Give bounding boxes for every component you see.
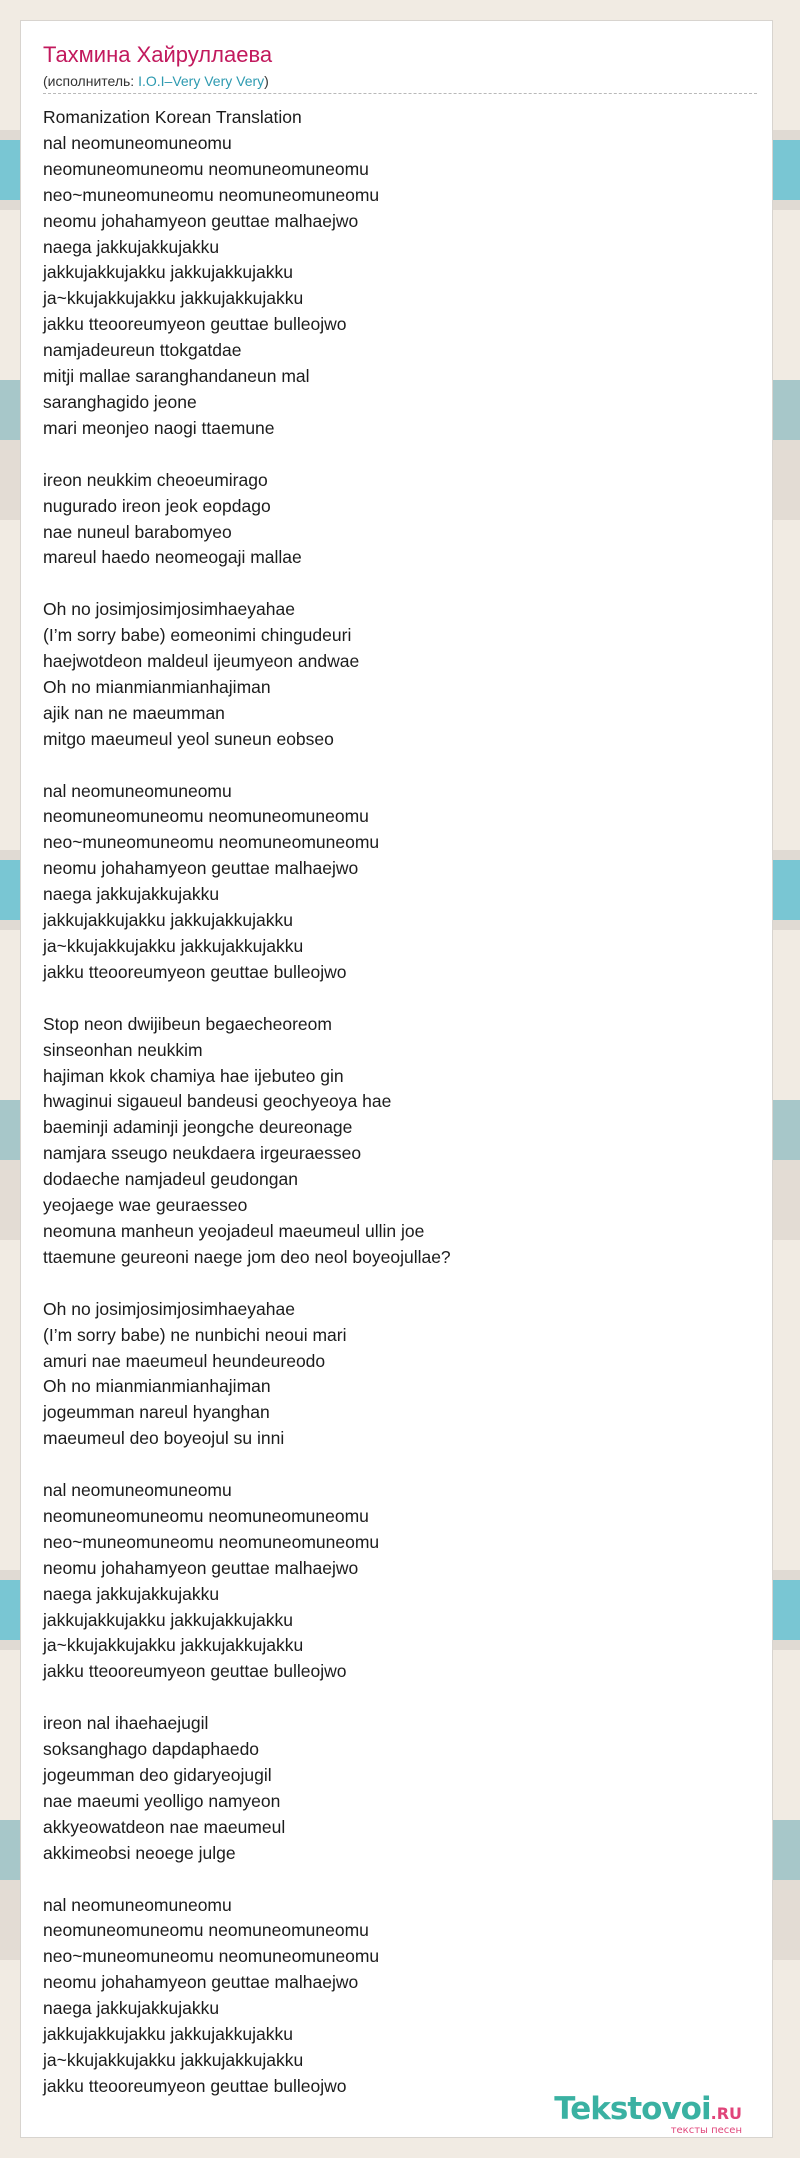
artist-line (43, 72, 269, 90)
lyrics-card (20, 20, 773, 2138)
artist-link[interactable]: I.O.I–Very Very Very (138, 73, 265, 89)
site-logo[interactable] (554, 2091, 742, 2136)
header-divider (43, 93, 757, 94)
artist-suffix: ) (264, 73, 269, 89)
artist-prefix: (исполнитель: (43, 73, 139, 89)
logo-tld: .RU (710, 2104, 742, 2123)
logo-subtitle: тексты песен (670, 2125, 742, 2136)
logo-wordmark: Tekstovoi (554, 2091, 711, 2127)
page-title: Тахмина Хайруллаева (43, 42, 273, 67)
lyrics-text: Romanization Korean Translation nal neomuneomuneomu neomuneomuneomu neomuneomuneomu neo~muneomuneomu neomuneomuneomu neomu johahamyeon geuttae malhaejwo naega jakkujakkujakku jakkujakkujakku jakkujakkujakku ja~kkujakkujakku jakkujakkujakku jakku tteooreumyeon geuttae bulleojwo namjadeureun ttokgatdae mitji mallae saranghandaneun mal saranghagido jeone mari meonjeo naogi ttaemune ireon neukkim cheoeumirago nugurado ireon jeok eopdago nae nuneul barabomyeo mareul haedo neomeogaji mallae Oh no josimjosimjosimhaeyahae (I’m sorry babe) eomeonimi chingudeuri haejwotdeon maldeul ijeumyeon andwae Oh no mianmianmianhajiman ajik nan ne maeumman mitgo maeumeul yeol suneun eobseo nal neomuneomuneomu neomuneomuneomu neomuneomuneomu neo~muneomuneomu neomuneomuneomu neomu johahamyeon geuttae malhaejwo naega jakkujakkujakku jakkujakkujakku jakkujakkujakku ja~kkujakkujakku jakkujakkujakku jakku tteooreumyeon geuttae bulleojwo Stop neon dwijibeun begaecheoreom sinseonhan neukkim hajiman kkok chamiya hae ijebuteo gin hwaginui sigaueul bandeusi geochyeoya hae baeminji adaminji jeongche deureonage namjara sseugo neukdaera irgeuraesseo dodaeche namjadeul geudongan yeojaege wae geuraesseo neomuna manheun yeojadeul maeumeul ullin joe ttaemune geureoni naege jom deo neol boyeojullae? Oh no josimjosimjosimhaeyahae (I’m sorry babe) ne nunbichi neoui mari amuri nae maeumeul heundeureodo Oh no mianmianmianhajiman jogeumman nareul hyanghan maeumeul deo boyeojul su inni nal neomuneomuneomu neomuneomuneomu neomuneomuneomu neo~muneomuneomu neomuneomuneomu neomu johahamyeon geuttae malhaejwo naega jakkujakkujakku jakkujakkujakku jakkujakkujakku ja~kkujakkujakku jakkujakkujakku jakku tteooreumyeon geuttae bulleojwo ireon nal ihaehaejugil soksanghago dapdaphaedo jogeumman deo gidaryeojugil nae maeumi yeolligo namyeon akkyeowatdeon nae maeumeul akkimeobsi neoege julge nal neomuneomuneomu neomuneomuneomu neomuneomuneomu neo~muneomuneomu neomuneomuneomu neomu johahamyeon geuttae malhaejwo naega jakkujakkujakku jakkujakkujakku jakkujakkujakku ja~kkujakkujakku jakkujakkujakku jakku tteooreumyeon geuttae bulleojwo (43, 107, 451, 2096)
